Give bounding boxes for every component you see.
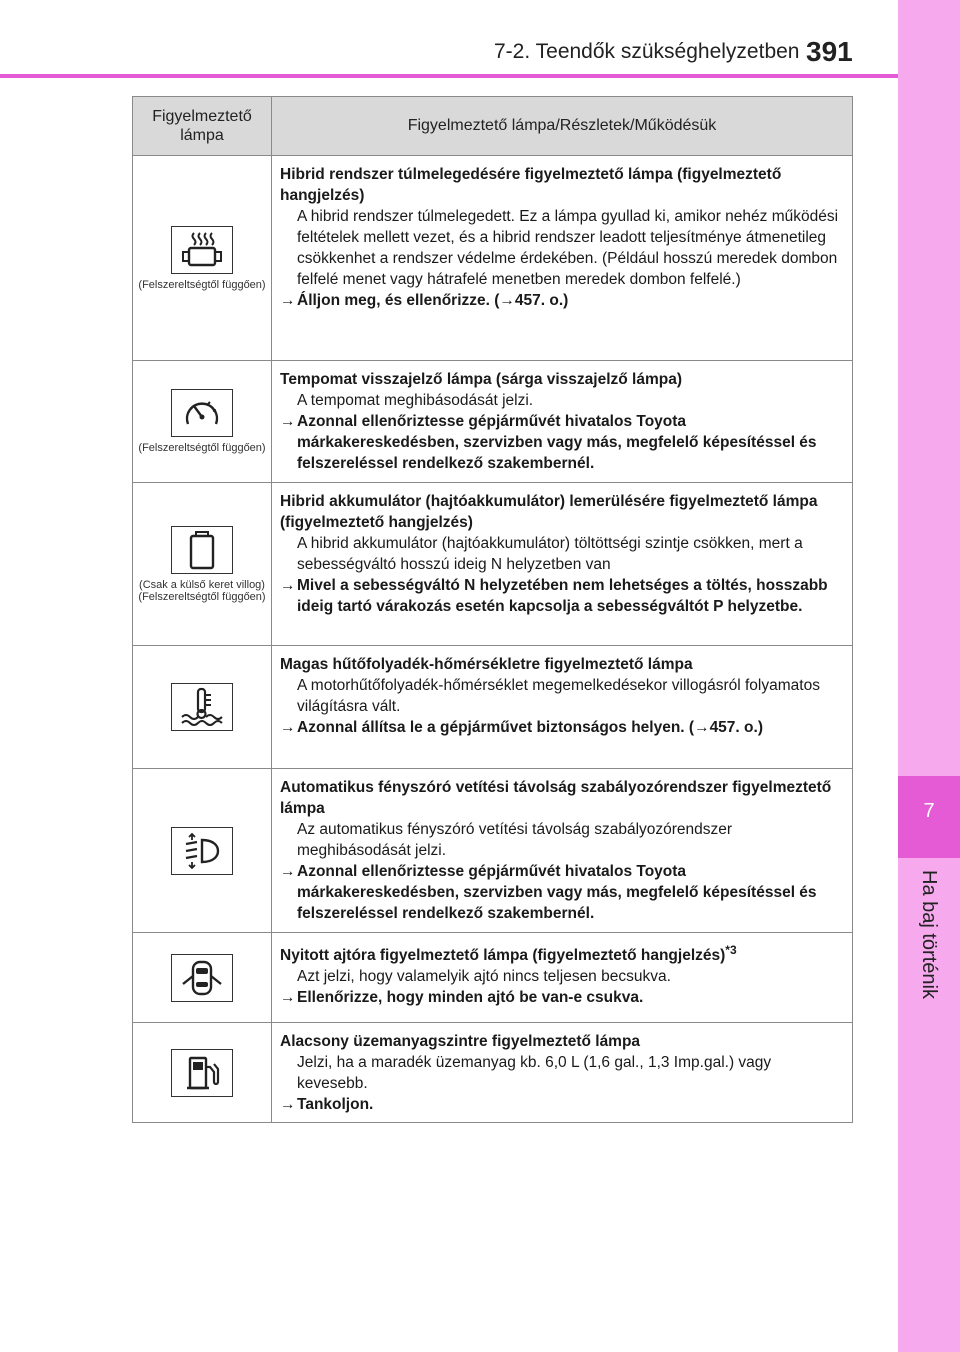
table-row [133,769,852,933]
lamp-action [280,1094,844,1115]
lamp-action [280,987,844,1008]
lamp-title: Magas hűtőfolyadék-hőmérsékletre figyelmeztető lámpa [280,656,693,673]
lamp-text: A hibrid akkumulátor (hajtóakkumulátor) töltöttségi szintje csökken, mert a sebességváltó hosszú ideig N helyzetben van [297,535,803,573]
arrow-icon: → [280,577,296,594]
lamp-title-text: Nyitott ajtóra figyelmeztető lámpa (figyelmeztető hangjelzés) [280,947,726,964]
chapter-side-tab [898,0,960,1352]
action-text: Ellenőrizze, hogy minden ajtó be van-e csukva. [297,989,644,1006]
table-row [133,933,852,1023]
table-header [133,97,852,156]
column-header-description: Figyelmeztető lámpa/Részletek/Működésük [407,117,717,134]
table-row [133,156,852,361]
chapter-title: Ha baj történik [918,870,940,999]
headlight-leveling-icon [171,827,233,875]
lamp-title: Tempomat visszajelző lámpa (sárga visszajelző lámpa) [280,371,683,388]
lamp-cell [133,646,272,768]
action-text: Azonnal állítsa le a gépjárművet biztonságos helyen. (→457. o.) [297,719,763,736]
lamp-cell [133,933,272,1022]
chapter-number: 7 [923,800,935,822]
lamp-text: A tempomat meghibásodását jelzi. [297,392,534,409]
lamp-cell [133,1023,272,1122]
low-fuel-icon [171,1049,233,1097]
lamp-action [280,290,844,311]
lamp-note: (Felszereltségtől függően) [138,442,266,454]
arrow-icon: → [280,1096,296,1113]
lamp-title: Hibrid rendszer túlmelegedésére figyelmeztető lámpa (figyelmeztető hangjelzés) [280,166,782,204]
arrow-icon: → [280,413,296,430]
header-rule [0,74,898,78]
lamp-note: (Felszereltségtől függően) [138,278,266,291]
lamp-note: (Csak a külső keret villog) (Felszereltségtől függően) [138,578,266,603]
lamp-text: A hibrid rendszer túlmelegedett. Ez a lámpa gyullad ki, amikor nehéz működési feltételek mellett vezet, és a hibrid rendszer leadott teljesítménye átmenetileg csökkenhet a rendszer védelme érdekében. (Például hosszú meredek dombon felfelé menet vagy hátrafelé menetben meredek dombon felfelé.) [297,208,839,288]
lamp-title: Automatikus fényszóró vetítési távolság szabályozórendszer figyelmeztető lámpa [280,779,832,817]
arrow-icon: → [280,719,296,736]
description-cell [272,769,852,932]
arrow-icon: → [280,292,296,309]
coolant-temperature-icon [171,683,233,731]
lamp-cell [133,483,272,645]
lamp-cell [133,156,272,360]
action-text: Tankoljon. [297,1096,374,1113]
footnote-mark: *3 [725,942,737,957]
lamp-text: Az automatikus fényszóró vetítési távolság szabályozórendszer meghibásodását jelzi. [297,821,733,859]
description-cell [272,646,852,768]
lamp-text: Jelzi, ha a maradék üzemanyag kb. 6,0 L (1,6 gal., 1,3 Imp.gal.) vagy kevesebb. [297,1054,772,1092]
arrow-icon: → [280,989,296,1006]
description-cell [272,361,852,482]
lamp-cell [133,361,272,482]
table-row [133,1023,852,1122]
lamp-action [280,717,844,738]
lamp-title: Hibrid akkumulátor (hajtóakkumulátor) lemerülésére figyelmeztető lámpa (figyelmeztető hangjelzés) [280,493,818,531]
action-text: Álljon meg, és ellenőrizze. (→457. o.) [297,292,569,309]
lamp-text: A motorhűtőfolyadék-hőmérséklet megemelkedésekor villogásról folyamatos világításra vált. [297,677,820,715]
cruise-control-icon [171,389,233,437]
lamp-action [280,861,844,924]
page-number: 391 [806,36,853,67]
section-title: 7-2. Teendők szükséghelyzetben [494,40,800,63]
open-door-icon [171,954,233,1002]
hybrid-overheat-icon [171,226,233,274]
description-cell [272,1023,852,1122]
lamp-text: Azt jelzi, hogy valamelyik ajtó nincs teljesen becsukva. [297,968,671,985]
arrow-icon: → [280,863,296,880]
lamp-cell [133,769,272,932]
table-row [133,361,852,483]
warning-lamp-table [132,96,853,1123]
lamp-title: Alacsony üzemanyagszintre figyelmeztető lámpa [280,1033,641,1050]
column-header-lamp: Figyelmeztető lámpa [133,97,272,155]
action-text: Mivel a sebességváltó N helyzetében nem lehetséges a töltés, hosszabb ideig tartó várakozás esetén kapcsolja a sebességváltót P helyzetbe. [297,577,828,615]
action-text: Azonnal ellenőriztesse gépjárművét hivatalos Toyota márkakereskedésben, szervizben vagy más, megfelelő képesítéssel és felszereléssel rendelkező szakembernél. [297,413,817,472]
description-cell [272,156,852,360]
lamp-action [280,575,844,617]
action-text: Azonnal ellenőriztesse gépjárművét hivatalos Toyota márkakereskedésben, szervizben vagy más, megfelelő képesítéssel és felszereléssel rendelkező szakembernél. [297,863,817,922]
description-cell [272,483,852,645]
hybrid-battery-icon [171,526,233,574]
lamp-action [280,411,844,474]
table-row [133,483,852,646]
lamp-title [280,942,844,966]
description-cell [272,933,852,1022]
table-row [133,646,852,769]
